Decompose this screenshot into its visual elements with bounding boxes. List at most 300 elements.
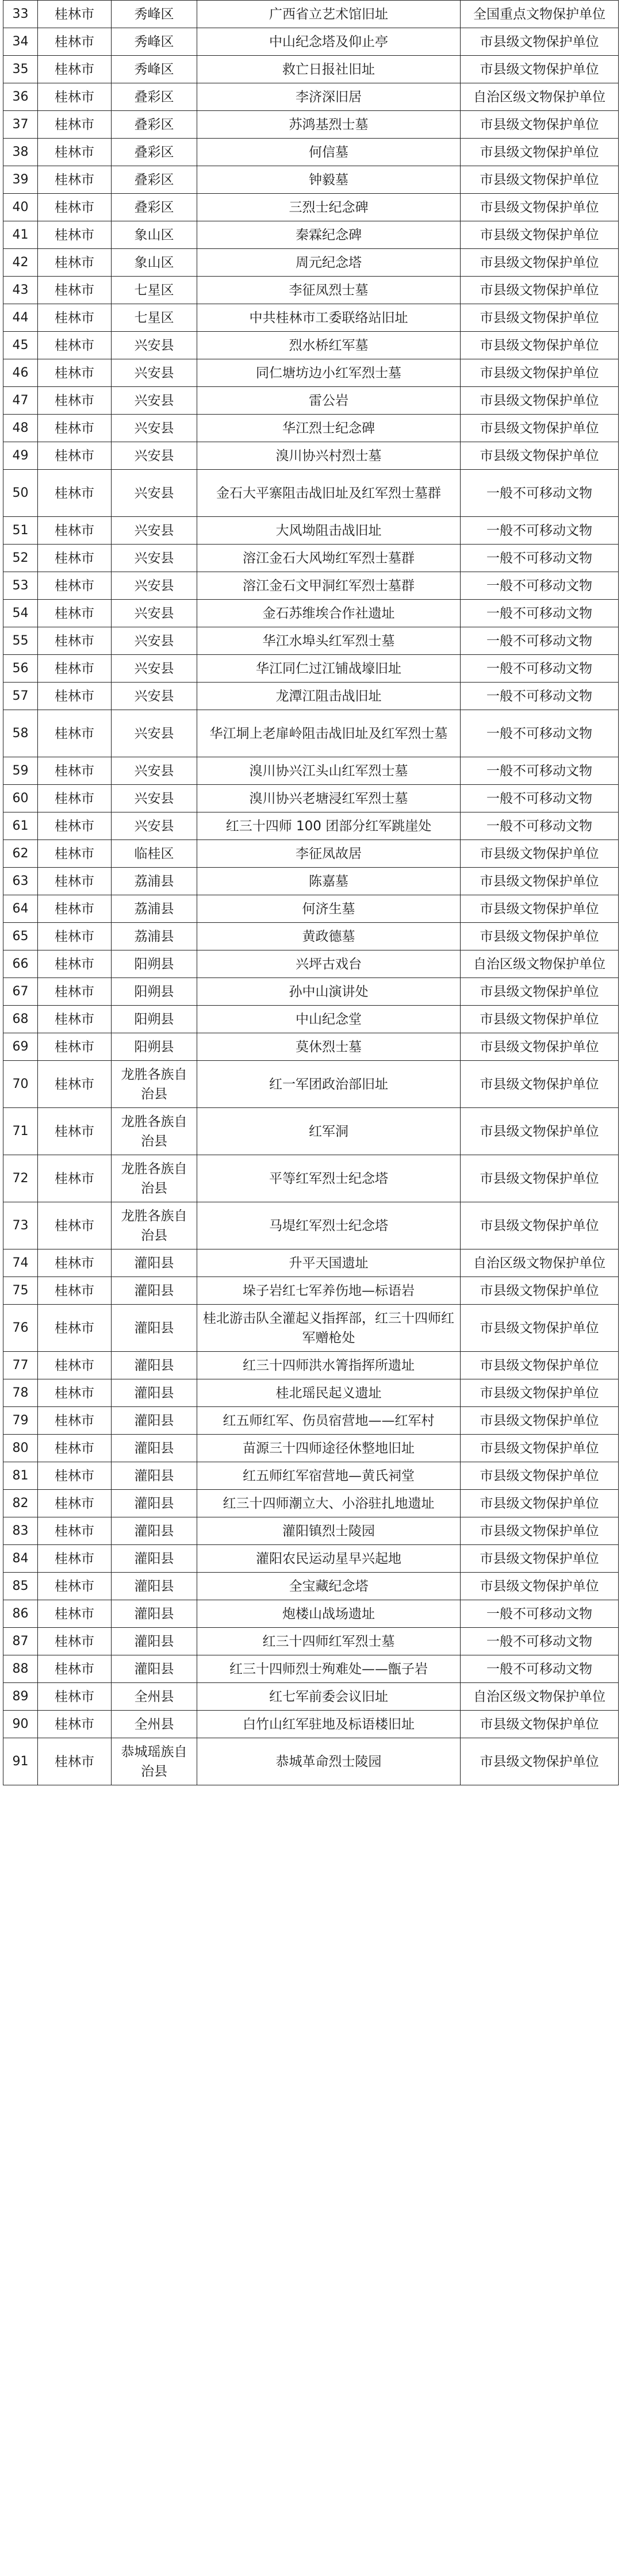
city-cell: 桂林市 <box>38 1352 112 1379</box>
table-body <box>3 1 619 1785</box>
county-cell: 叠彩区 <box>112 111 197 139</box>
county-cell: 兴安县 <box>112 785 197 812</box>
site-name-cell: 红一军团政治部旧址 <box>197 1061 461 1108</box>
site-name-cell: 溴川协兴村烈士墓 <box>197 442 461 470</box>
protection-level-cell: 市县级文物保护单位 <box>461 978 619 1006</box>
county-cell: 兴安县 <box>112 517 197 545</box>
table-row <box>3 139 619 166</box>
row-number-cell: 59 <box>3 757 38 785</box>
row-number-cell: 81 <box>3 1462 38 1490</box>
row-number-cell: 62 <box>3 840 38 868</box>
table-row <box>3 28 619 56</box>
city-cell: 桂林市 <box>38 1407 112 1435</box>
site-name-cell: 救亡日报社旧址 <box>197 56 461 83</box>
site-name-cell: 炮楼山战场遗址 <box>197 1600 461 1628</box>
table-row <box>3 1006 619 1033</box>
row-number-cell: 65 <box>3 923 38 950</box>
table-row <box>3 1573 619 1600</box>
protection-level-cell: 市县级文物保护单位 <box>461 1202 619 1249</box>
protection-level-cell: 市县级文物保护单位 <box>461 277 619 304</box>
city-cell: 桂林市 <box>38 923 112 950</box>
protection-level-cell: 市县级文物保护单位 <box>461 415 619 442</box>
site-name-cell: 孙中山演讲处 <box>197 978 461 1006</box>
site-name-cell: 溶江金石文甲洞红军烈士墓群 <box>197 572 461 600</box>
protection-level-cell: 一般不可移动文物 <box>461 757 619 785</box>
county-cell: 灌阳县 <box>112 1655 197 1683</box>
protection-level-cell: 市县级文物保护单位 <box>461 1435 619 1462</box>
row-number-cell: 51 <box>3 517 38 545</box>
county-cell: 灌阳县 <box>112 1435 197 1462</box>
protection-level-cell: 市县级文物保护单位 <box>461 1108 619 1155</box>
row-number-cell: 73 <box>3 1202 38 1249</box>
row-number-cell: 89 <box>3 1683 38 1711</box>
row-number-cell: 63 <box>3 868 38 895</box>
row-number-cell: 82 <box>3 1490 38 1517</box>
row-number-cell: 43 <box>3 277 38 304</box>
county-cell: 灌阳县 <box>112 1462 197 1490</box>
city-cell: 桂林市 <box>38 1155 112 1202</box>
table-row <box>3 923 619 950</box>
protection-level-cell: 市县级文物保护单位 <box>461 387 619 415</box>
table-row <box>3 194 619 221</box>
row-number-cell: 61 <box>3 812 38 840</box>
county-cell: 象山区 <box>112 249 197 277</box>
city-cell: 桂林市 <box>38 1379 112 1407</box>
table-row <box>3 166 619 194</box>
city-cell: 桂林市 <box>38 83 112 111</box>
county-cell: 叠彩区 <box>112 166 197 194</box>
row-number-cell: 66 <box>3 950 38 978</box>
table-row <box>3 950 619 978</box>
table-row <box>3 304 619 332</box>
table-row <box>3 868 619 895</box>
table-row <box>3 572 619 600</box>
site-name-cell: 平等红军烈士纪念塔 <box>197 1155 461 1202</box>
row-number-cell: 41 <box>3 221 38 249</box>
row-number-cell: 39 <box>3 166 38 194</box>
table-row <box>3 332 619 359</box>
protection-level-cell: 自治区级文物保护单位 <box>461 83 619 111</box>
city-cell: 桂林市 <box>38 683 112 710</box>
protection-level-cell: 市县级文物保护单位 <box>461 1352 619 1379</box>
city-cell: 桂林市 <box>38 442 112 470</box>
protection-level-cell: 一般不可移动文物 <box>461 812 619 840</box>
site-name-cell: 苗源三十四师途径休整地旧址 <box>197 1435 461 1462</box>
row-number-cell: 33 <box>3 1 38 28</box>
county-cell: 七星区 <box>112 277 197 304</box>
county-cell: 荔浦县 <box>112 895 197 923</box>
table-row <box>3 600 619 627</box>
county-cell: 灌阳县 <box>112 1407 197 1435</box>
protection-level-cell: 市县级文物保护单位 <box>461 1462 619 1490</box>
city-cell: 桂林市 <box>38 1545 112 1573</box>
city-cell: 桂林市 <box>38 1249 112 1277</box>
site-name-cell: 红三十四师洪水箐指挥所遗址 <box>197 1352 461 1379</box>
row-number-cell: 42 <box>3 249 38 277</box>
city-cell: 桂林市 <box>38 249 112 277</box>
county-cell: 灌阳县 <box>112 1490 197 1517</box>
city-cell: 桂林市 <box>38 1033 112 1061</box>
table-row <box>3 1202 619 1249</box>
county-cell: 兴安县 <box>112 545 197 572</box>
county-cell: 兴安县 <box>112 415 197 442</box>
site-name-cell: 红三十四师潮立大、小浴驻扎地遗址 <box>197 1490 461 1517</box>
city-cell: 桂林市 <box>38 1600 112 1628</box>
row-number-cell: 54 <box>3 600 38 627</box>
row-number-cell: 47 <box>3 387 38 415</box>
site-name-cell: 红三十四师烈士殉难处——甑子岩 <box>197 1655 461 1683</box>
protection-level-cell: 一般不可移动文物 <box>461 572 619 600</box>
city-cell: 桂林市 <box>38 840 112 868</box>
county-cell: 灌阳县 <box>112 1517 197 1545</box>
site-name-cell: 李济深旧居 <box>197 83 461 111</box>
protection-level-cell: 一般不可移动文物 <box>461 627 619 655</box>
city-cell: 桂林市 <box>38 1108 112 1155</box>
city-cell: 桂林市 <box>38 710 112 757</box>
table-row <box>3 1033 619 1061</box>
table-row <box>3 1061 619 1108</box>
site-name-cell: 桂北瑶民起义遗址 <box>197 1379 461 1407</box>
row-number-cell: 44 <box>3 304 38 332</box>
site-name-cell: 雷公岩 <box>197 387 461 415</box>
site-name-cell: 何信墓 <box>197 139 461 166</box>
table-row <box>3 1249 619 1277</box>
heritage-sites-table <box>3 0 619 1785</box>
site-name-cell: 黄政德墓 <box>197 923 461 950</box>
row-number-cell: 36 <box>3 83 38 111</box>
protection-level-cell: 市县级文物保护单位 <box>461 332 619 359</box>
city-cell: 桂林市 <box>38 655 112 683</box>
protection-level-cell: 市县级文物保护单位 <box>461 1006 619 1033</box>
city-cell: 桂林市 <box>38 812 112 840</box>
row-number-cell: 57 <box>3 683 38 710</box>
city-cell: 桂林市 <box>38 111 112 139</box>
county-cell: 灌阳县 <box>112 1277 197 1305</box>
county-cell: 灌阳县 <box>112 1352 197 1379</box>
county-cell: 兴安县 <box>112 470 197 517</box>
site-name-cell: 大风坳阻击战旧址 <box>197 517 461 545</box>
table-row <box>3 1379 619 1407</box>
county-cell: 兴安县 <box>112 572 197 600</box>
city-cell: 桂林市 <box>38 627 112 655</box>
site-name-cell: 中共桂林市工委联络站旧址 <box>197 304 461 332</box>
county-cell: 阳朔县 <box>112 1033 197 1061</box>
city-cell: 桂林市 <box>38 194 112 221</box>
city-cell: 桂林市 <box>38 868 112 895</box>
city-cell: 桂林市 <box>38 1061 112 1108</box>
table-row <box>3 1490 619 1517</box>
protection-level-cell: 市县级文物保护单位 <box>461 1545 619 1573</box>
row-number-cell: 90 <box>3 1711 38 1738</box>
row-number-cell: 40 <box>3 194 38 221</box>
site-name-cell: 李征凤烈士墓 <box>197 277 461 304</box>
table-row <box>3 249 619 277</box>
row-number-cell: 35 <box>3 56 38 83</box>
site-name-cell: 红军洞 <box>197 1108 461 1155</box>
row-number-cell: 75 <box>3 1277 38 1305</box>
row-number-cell: 84 <box>3 1545 38 1573</box>
protection-level-cell: 市县级文物保护单位 <box>461 840 619 868</box>
city-cell: 桂林市 <box>38 221 112 249</box>
table-row <box>3 1462 619 1490</box>
table-row <box>3 1517 619 1545</box>
county-cell: 秀峰区 <box>112 56 197 83</box>
table-row <box>3 785 619 812</box>
county-cell: 荔浦县 <box>112 923 197 950</box>
protection-level-cell: 市县级文物保护单位 <box>461 139 619 166</box>
site-name-cell: 华江水埠头红军烈士墓 <box>197 627 461 655</box>
city-cell: 桂林市 <box>38 1655 112 1683</box>
protection-level-cell: 市县级文物保护单位 <box>461 1573 619 1600</box>
row-number-cell: 34 <box>3 28 38 56</box>
site-name-cell: 烈水桥红军墓 <box>197 332 461 359</box>
protection-level-cell: 市县级文物保护单位 <box>461 1277 619 1305</box>
protection-level-cell: 市县级文物保护单位 <box>461 1517 619 1545</box>
table-row <box>3 1352 619 1379</box>
table-row <box>3 1600 619 1628</box>
city-cell: 桂林市 <box>38 600 112 627</box>
site-name-cell: 溴川协兴老塘浸红军烈士墓 <box>197 785 461 812</box>
protection-level-cell: 市县级文物保护单位 <box>461 1033 619 1061</box>
site-name-cell: 红五师红军、伤员宿营地——红军村 <box>197 1407 461 1435</box>
city-cell: 桂林市 <box>38 1305 112 1352</box>
county-cell: 临桂区 <box>112 840 197 868</box>
protection-level-cell: 市县级文物保护单位 <box>461 1738 619 1785</box>
table-row <box>3 517 619 545</box>
site-name-cell: 升平天国遗址 <box>197 1249 461 1277</box>
protection-level-cell: 市县级文物保护单位 <box>461 249 619 277</box>
city-cell: 桂林市 <box>38 332 112 359</box>
table-row <box>3 1155 619 1202</box>
county-cell: 灌阳县 <box>112 1545 197 1573</box>
city-cell: 桂林市 <box>38 28 112 56</box>
protection-level-cell: 市县级文物保护单位 <box>461 111 619 139</box>
row-number-cell: 58 <box>3 710 38 757</box>
county-cell: 叠彩区 <box>112 194 197 221</box>
county-cell: 叠彩区 <box>112 139 197 166</box>
table-row <box>3 1277 619 1305</box>
table-row <box>3 1435 619 1462</box>
site-name-cell: 桂北游击队全灌起义指挥部，红三十四师红军赠枪处 <box>197 1305 461 1352</box>
table-row <box>3 1108 619 1155</box>
site-name-cell: 兴坪古戏台 <box>197 950 461 978</box>
protection-level-cell: 自治区级文物保护单位 <box>461 1683 619 1711</box>
county-cell: 龙胜各族自治县 <box>112 1155 197 1202</box>
table-row <box>3 111 619 139</box>
row-number-cell: 38 <box>3 139 38 166</box>
protection-level-cell: 一般不可移动文物 <box>461 710 619 757</box>
table-row <box>3 470 619 517</box>
protection-level-cell: 市县级文物保护单位 <box>461 304 619 332</box>
county-cell: 全州县 <box>112 1711 197 1738</box>
site-name-cell: 垛子岩红七军养伤地—标语岩 <box>197 1277 461 1305</box>
row-number-cell: 69 <box>3 1033 38 1061</box>
city-cell: 桂林市 <box>38 1628 112 1655</box>
city-cell: 桂林市 <box>38 277 112 304</box>
table-row <box>3 1628 619 1655</box>
table-row <box>3 1305 619 1352</box>
protection-level-cell: 市县级文物保护单位 <box>461 194 619 221</box>
site-name-cell: 周元纪念塔 <box>197 249 461 277</box>
county-cell: 兴安县 <box>112 442 197 470</box>
table-row <box>3 56 619 83</box>
row-number-cell: 68 <box>3 1006 38 1033</box>
county-cell: 灌阳县 <box>112 1573 197 1600</box>
city-cell: 桂林市 <box>38 139 112 166</box>
protection-level-cell: 市县级文物保护单位 <box>461 1407 619 1435</box>
table-row <box>3 442 619 470</box>
row-number-cell: 55 <box>3 627 38 655</box>
city-cell: 桂林市 <box>38 1006 112 1033</box>
table-row <box>3 221 619 249</box>
site-name-cell: 华江同仁过江铺战壕旧址 <box>197 655 461 683</box>
table-row <box>3 710 619 757</box>
county-cell: 荔浦县 <box>112 868 197 895</box>
table-row <box>3 655 619 683</box>
county-cell: 灌阳县 <box>112 1305 197 1352</box>
table-row <box>3 1711 619 1738</box>
row-number-cell: 83 <box>3 1517 38 1545</box>
city-cell: 桂林市 <box>38 470 112 517</box>
site-name-cell: 灌阳镇烈士陵园 <box>197 1517 461 1545</box>
row-number-cell: 85 <box>3 1573 38 1600</box>
city-cell: 桂林市 <box>38 166 112 194</box>
city-cell: 桂林市 <box>38 572 112 600</box>
site-name-cell: 红三十四师 100 团部分红军跳崖处 <box>197 812 461 840</box>
protection-level-cell: 自治区级文物保护单位 <box>461 1249 619 1277</box>
row-number-cell: 74 <box>3 1249 38 1277</box>
county-cell: 龙胜各族自治县 <box>112 1108 197 1155</box>
site-name-cell: 苏鸿基烈士墓 <box>197 111 461 139</box>
city-cell: 桂林市 <box>38 1738 112 1785</box>
site-name-cell: 龙潭江阻击战旧址 <box>197 683 461 710</box>
table-row <box>3 1738 619 1785</box>
protection-level-cell: 一般不可移动文物 <box>461 470 619 517</box>
county-cell: 叠彩区 <box>112 83 197 111</box>
table-row <box>3 545 619 572</box>
table-row <box>3 1683 619 1711</box>
row-number-cell: 88 <box>3 1655 38 1683</box>
site-name-cell: 三烈士纪念碑 <box>197 194 461 221</box>
city-cell: 桂林市 <box>38 1517 112 1545</box>
row-number-cell: 49 <box>3 442 38 470</box>
table-row <box>3 840 619 868</box>
county-cell: 兴安县 <box>112 627 197 655</box>
row-number-cell: 45 <box>3 332 38 359</box>
site-name-cell: 中山纪念堂 <box>197 1006 461 1033</box>
table-row <box>3 1545 619 1573</box>
city-cell: 桂林市 <box>38 785 112 812</box>
table-row <box>3 627 619 655</box>
table-row <box>3 812 619 840</box>
row-number-cell: 64 <box>3 895 38 923</box>
table-row <box>3 387 619 415</box>
site-name-cell: 陈嘉墓 <box>197 868 461 895</box>
county-cell: 兴安县 <box>112 600 197 627</box>
row-number-cell: 53 <box>3 572 38 600</box>
county-cell: 龙胜各族自治县 <box>112 1202 197 1249</box>
protection-level-cell: 一般不可移动文物 <box>461 517 619 545</box>
protection-level-cell: 一般不可移动文物 <box>461 1628 619 1655</box>
county-cell: 秀峰区 <box>112 28 197 56</box>
county-cell: 兴安县 <box>112 683 197 710</box>
table-row <box>3 1 619 28</box>
protection-level-cell: 市县级文物保护单位 <box>461 1490 619 1517</box>
county-cell: 灌阳县 <box>112 1600 197 1628</box>
row-number-cell: 87 <box>3 1628 38 1655</box>
protection-level-cell: 一般不可移动文物 <box>461 1655 619 1683</box>
city-cell: 桂林市 <box>38 359 112 387</box>
protection-level-cell: 市县级文物保护单位 <box>461 166 619 194</box>
site-name-cell: 华江烈士纪念碑 <box>197 415 461 442</box>
site-name-cell: 白竹山红军驻地及标语楼旧址 <box>197 1711 461 1738</box>
protection-level-cell: 市县级文物保护单位 <box>461 923 619 950</box>
site-name-cell: 华江垌上老扉岭阻击战旧址及红军烈士墓 <box>197 710 461 757</box>
site-name-cell: 同仁塘坊边小红军烈士墓 <box>197 359 461 387</box>
county-cell: 阳朔县 <box>112 978 197 1006</box>
city-cell: 桂林市 <box>38 978 112 1006</box>
site-name-cell: 李征凤故居 <box>197 840 461 868</box>
row-number-cell: 91 <box>3 1738 38 1785</box>
table-row <box>3 415 619 442</box>
site-name-cell: 金石苏维埃合作社遗址 <box>197 600 461 627</box>
county-cell: 灌阳县 <box>112 1379 197 1407</box>
table-row <box>3 978 619 1006</box>
site-name-cell: 红五师红军宿营地—黄氏祠堂 <box>197 1462 461 1490</box>
table-row <box>3 359 619 387</box>
city-cell: 桂林市 <box>38 415 112 442</box>
row-number-cell: 80 <box>3 1435 38 1462</box>
protection-level-cell: 市县级文物保护单位 <box>461 56 619 83</box>
protection-level-cell: 市县级文物保护单位 <box>461 442 619 470</box>
city-cell: 桂林市 <box>38 1277 112 1305</box>
site-name-cell: 灌阳农民运动星早兴起地 <box>197 1545 461 1573</box>
county-cell: 兴安县 <box>112 710 197 757</box>
city-cell: 桂林市 <box>38 757 112 785</box>
site-name-cell: 秦霖纪念碑 <box>197 221 461 249</box>
county-cell: 兴安县 <box>112 757 197 785</box>
protection-level-cell: 一般不可移动文物 <box>461 683 619 710</box>
row-number-cell: 70 <box>3 1061 38 1108</box>
protection-level-cell: 一般不可移动文物 <box>461 545 619 572</box>
site-name-cell: 马堤红军烈士纪念塔 <box>197 1202 461 1249</box>
county-cell: 兴安县 <box>112 332 197 359</box>
protection-level-cell: 市县级文物保护单位 <box>461 221 619 249</box>
city-cell: 桂林市 <box>38 1462 112 1490</box>
protection-level-cell: 市县级文物保护单位 <box>461 1061 619 1108</box>
county-cell: 秀峰区 <box>112 1 197 28</box>
site-name-cell: 恭城革命烈士陵园 <box>197 1738 461 1785</box>
site-name-cell: 红三十四师红军烈士墓 <box>197 1628 461 1655</box>
city-cell: 桂林市 <box>38 1490 112 1517</box>
city-cell: 桂林市 <box>38 1435 112 1462</box>
row-number-cell: 71 <box>3 1108 38 1155</box>
row-number-cell: 56 <box>3 655 38 683</box>
row-number-cell: 86 <box>3 1600 38 1628</box>
county-cell: 灌阳县 <box>112 1249 197 1277</box>
city-cell: 桂林市 <box>38 1202 112 1249</box>
protection-level-cell: 自治区级文物保护单位 <box>461 950 619 978</box>
protection-level-cell: 全国重点文物保护单位 <box>461 1 619 28</box>
city-cell: 桂林市 <box>38 387 112 415</box>
city-cell: 桂林市 <box>38 950 112 978</box>
protection-level-cell: 市县级文物保护单位 <box>461 1379 619 1407</box>
table-row <box>3 1407 619 1435</box>
city-cell: 桂林市 <box>38 1683 112 1711</box>
site-name-cell: 红七军前委会议旧址 <box>197 1683 461 1711</box>
protection-level-cell: 市县级文物保护单位 <box>461 868 619 895</box>
county-cell: 全州县 <box>112 1683 197 1711</box>
